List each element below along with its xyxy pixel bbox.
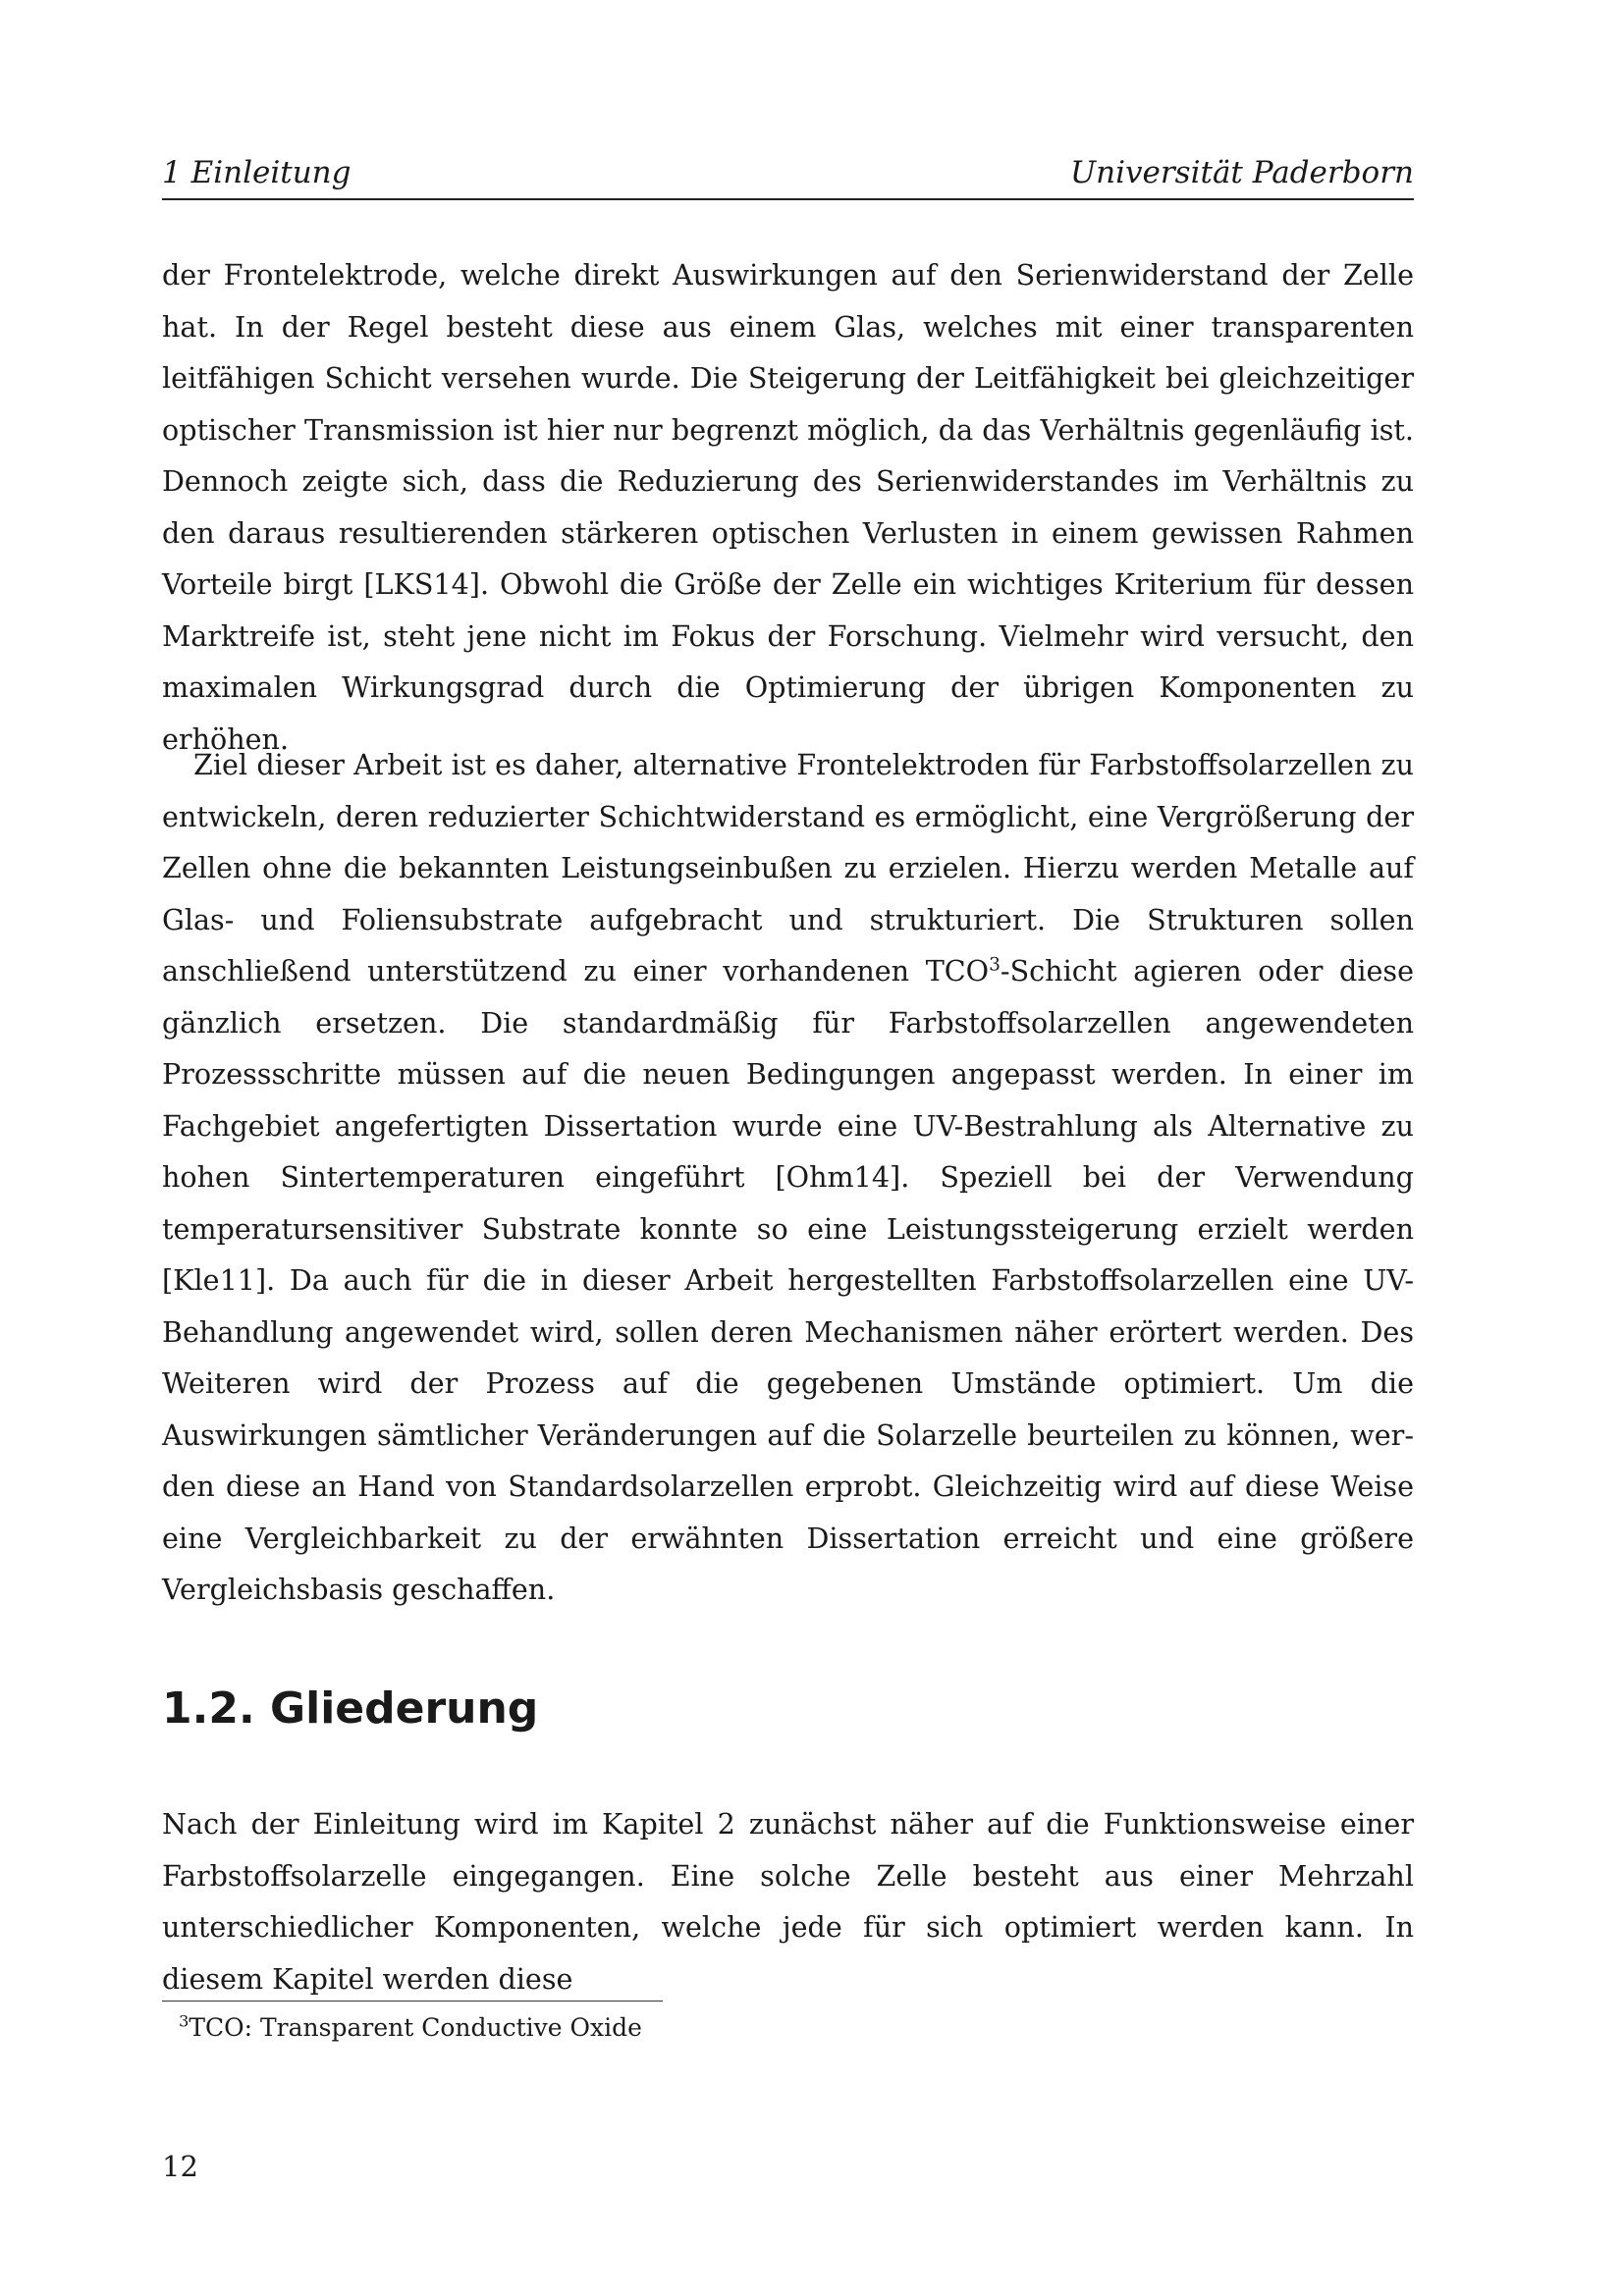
footnote-text: TCO: Transparent Conductive Oxide bbox=[189, 2013, 642, 2042]
paragraph-aim-part1: Ziel dieser Arbeit ist es daher, alternative Frontelektroden für Farbstoffsolarzellen zu entwickeln, deren reduzierter Schichtwiderstand es ermöglicht, eine Vergrößerung der Zellen ohne die bekannten Leistungseinbußen zu erzielen. Hierzu werden Metalle auf Glas- und Foliensubstrate aufgebracht und strukturiert. Die Strukturen sollen anschließend unterstützend zu einer vorhandenen TCO bbox=[162, 748, 1414, 988]
footnote-reference[interactable]: 3 bbox=[989, 954, 1001, 976]
paragraph-outline: Nach der Einleitung wird im Kapitel 2 zunächst näher auf die Funktionsweise einer Farbstoffsolarzelle eingegangen. Eine solche Zelle besteht aus einer Mehrzahl unterschiedlicher Komponenten, welche jede für sich optimiert werden kann. In diesem Kapitel werden diese bbox=[162, 1807, 1414, 1996]
paragraph-frontelectrode: der Frontelektrode, welche direkt Auswirkungen auf den Serienwiderstand der Zelle hat. In der Regel besteht diese aus einem Glas, welches mit einer transparenten leitfähigen Schicht versehen wurde. Die Steigerung der Leitfähigkeit bei gleichzeitiger optischer Transmission ist hier nur begrenzt möglich, da das Verhältnis gegenläufig ist. Dennoch zeigte sich, dass die Reduzierung des Serienwiderstandes im Verhältnis zu den daraus resultierenden stärkeren optischen Verlusten in einem gewissen Rahmen Vorteile birgt [LKS14]. Obwohl die Größe der Zelle ein wichtiges Kriterium für dessen Marktreife ist, steht jene nicht im Fokus der Forschung. Vielmehr wird versucht, den maximalen Wirkungsgrad durch die Optimierung der übrigen Komponenten zu erhöhen. bbox=[162, 258, 1414, 756]
running-header bbox=[162, 147, 1414, 200]
header-chapter: 1 Einleitung bbox=[162, 155, 352, 190]
section-number: 1.2. bbox=[162, 1683, 255, 1734]
section-title: Gliederung bbox=[270, 1683, 539, 1734]
footnote-mark: 3 bbox=[179, 2011, 189, 2031]
paragraph-aim bbox=[162, 739, 1414, 1616]
page-number: 12 bbox=[162, 2150, 198, 2183]
footnote bbox=[179, 2010, 642, 2046]
section-heading bbox=[162, 1683, 538, 1734]
header-university: Universität Paderborn bbox=[1069, 155, 1414, 190]
footnote-divider bbox=[162, 2001, 663, 2002]
paragraph-aim-part2: -Schicht agieren oder diese gänzlich ersetzen. Die standardmäßig für Farbstoffsolarzellen angewendeten Prozessschritte müssen auf die neuen Bedingungen angepasst werden. In einer im Fachgebiet angefertigten Dissertation wurde eine UV-Bestrahlung als Alternative zu hohen Sintertemperaturen eingeführt [Ohm14]. Speziell bei der Verwendung temperatursensitiver Substrate konnte so eine Leistungssteigerung erzielt werden [Kle11]. Da auch für die in dieser Arbeit hergestellten Farbstoffsolarzellen eine UV-Behandlung angewendet wird, sollen deren Mechanismen näher erörtert werden. Des Weiteren wird der Prozess auf die gegebenen Umstände optimiert. Um die Auswirkungen sämtlicher Veränderungen auf die Solarzelle beurteilen zu können, werden diese an Hand von Standardsolarzellen erprobt. Gleichzeitig wird auf diese Weise eine Vergleichbarkeit zu der erwähnten Dissertation erreicht und eine größere Vergleichsbasis geschaffen. bbox=[162, 954, 1414, 1606]
